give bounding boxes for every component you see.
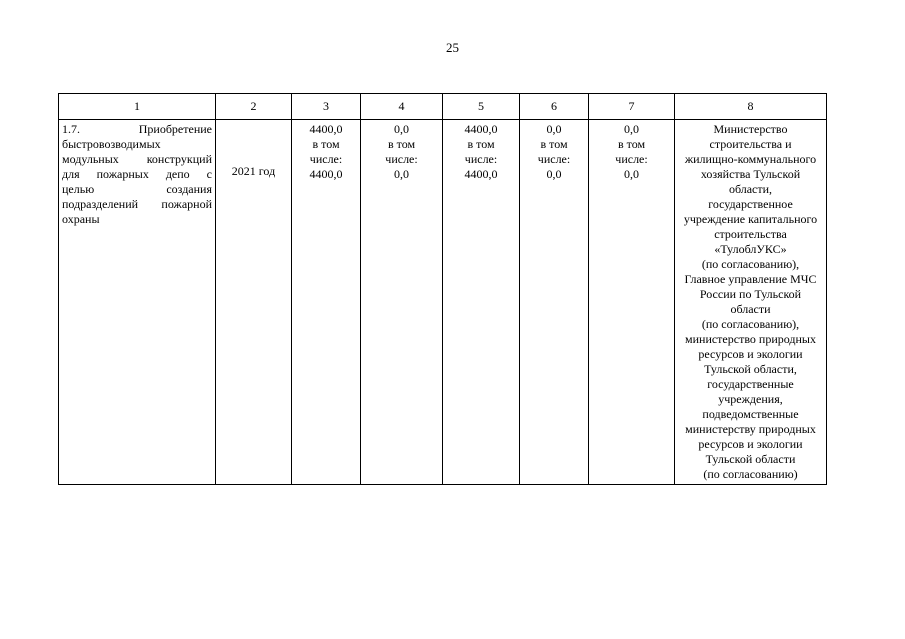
value-line: числе: — [615, 152, 648, 166]
description-line: подразделений пожарной — [62, 197, 212, 211]
value-line: 0,0 — [394, 167, 409, 181]
executor-line: Главное управление МЧС — [684, 272, 817, 286]
executor-line: хозяйства Тульской — [700, 167, 801, 181]
federal-funding-cell — [361, 120, 443, 485]
description-line: целью создания — [62, 182, 212, 196]
header-cell-1: 1 — [59, 94, 216, 120]
description-line: быстровозводимых — [62, 137, 161, 151]
executor-line: области, — [728, 182, 773, 196]
total-funding-cell — [292, 120, 361, 485]
header-cell-8: 8 — [675, 94, 827, 120]
header-cell-5: 5 — [443, 94, 520, 120]
year-cell: 2021 год — [216, 120, 292, 485]
value-line: 0,0 — [546, 167, 562, 181]
executor-line: строительства — [714, 227, 787, 241]
value-line: числе: — [537, 152, 571, 166]
header-cell-4: 4 — [361, 94, 443, 120]
regional-funding-cell — [443, 120, 520, 485]
executor-line: области — [730, 302, 771, 316]
value-line: в том — [387, 137, 416, 151]
value-line: 0,0 — [624, 122, 639, 136]
executor-line: строительства и — [709, 137, 792, 151]
executor-line: Тульской области — [705, 452, 796, 466]
executor-line: «ТулоблУКС» — [714, 242, 787, 256]
executor-line: (по согласованию), — [701, 257, 800, 271]
executor-line: государственное — [708, 197, 793, 211]
value-line: 0,0 — [546, 122, 562, 136]
value-line: в том — [312, 137, 340, 151]
value-line: числе: — [464, 152, 498, 166]
description-line: охраны — [62, 212, 100, 226]
value-line: 4400,0 — [309, 167, 343, 181]
value-line: числе: — [385, 152, 418, 166]
description-line: для пожарных депо с — [62, 167, 212, 181]
header-cell-7: 7 — [589, 94, 675, 120]
value-line: в том — [467, 137, 495, 151]
executor-line: министерству природных — [685, 422, 816, 436]
executor-line: Тульской области, — [704, 362, 797, 376]
header-row — [59, 94, 827, 120]
value-line: в том — [540, 137, 568, 151]
executor-line: ресурсов и экологии — [698, 347, 803, 361]
description-line: модульных конструкций — [62, 152, 212, 166]
program-table — [58, 93, 827, 485]
header-cell-3: 3 — [292, 94, 361, 120]
executor-line: учреждения, — [718, 392, 783, 406]
table-row — [59, 120, 827, 485]
value-line: 4400,0 — [464, 122, 498, 136]
executors-cell — [675, 120, 827, 485]
executor-line: министерство природных — [685, 332, 816, 346]
extrabudgetary-funding-cell — [589, 120, 675, 485]
value-line: 0,0 — [394, 122, 409, 136]
value-line: 0,0 — [624, 167, 639, 181]
value-line: 4400,0 — [464, 167, 498, 181]
measure-description-cell — [59, 120, 216, 485]
header-cell-6: 6 — [520, 94, 589, 120]
executor-line: Министерство — [713, 122, 788, 136]
value-line: в том — [617, 137, 646, 151]
executor-line: жилищно-коммунального — [684, 152, 817, 166]
value-line: числе: — [309, 152, 343, 166]
executor-line: России по Тульской — [699, 287, 802, 301]
executor-line: подведомственные — [702, 407, 799, 421]
local-funding-cell — [520, 120, 589, 485]
description-line: 1.7. Приобретение — [62, 122, 212, 136]
page-number: 25 — [446, 40, 459, 55]
executor-line: ресурсов и экологии — [698, 437, 803, 451]
executor-line: учреждение капитального — [683, 212, 818, 226]
executor-line: (по согласованию) — [703, 467, 798, 481]
executor-line: государственные — [707, 377, 794, 391]
value-line: 4400,0 — [309, 122, 343, 136]
executor-line: (по согласованию), — [701, 317, 800, 331]
header-cell-2: 2 — [216, 94, 292, 120]
